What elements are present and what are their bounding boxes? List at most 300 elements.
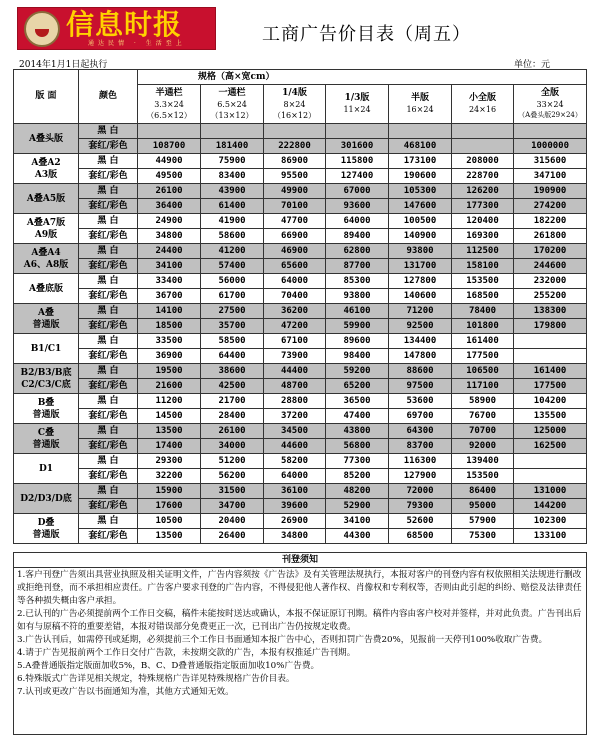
effective-date: 2014年1月1日起执行 xyxy=(19,60,108,70)
price-cell: 65200 xyxy=(326,379,389,394)
price-cell: 92500 xyxy=(389,319,452,334)
color-type-cell: 套红/彩色 xyxy=(79,229,138,244)
price-cell: 140900 xyxy=(389,229,452,244)
size-name: 1/4版 xyxy=(282,87,307,98)
table-row xyxy=(14,349,587,364)
price-cell: 65600 xyxy=(264,259,326,274)
price-cell: 170200 xyxy=(514,244,587,259)
price-cell: 169300 xyxy=(452,229,514,244)
price-cell: 36500 xyxy=(326,394,389,409)
price-cell: 138300 xyxy=(514,304,587,319)
table-row xyxy=(14,244,587,259)
lion-icon xyxy=(24,11,60,47)
price-cell: 37200 xyxy=(264,409,326,424)
edition-name: B叠 xyxy=(37,397,55,408)
color-type-cell: 黑 白 xyxy=(79,244,138,259)
edition-name-line2: 普通版 xyxy=(32,409,60,420)
table-row xyxy=(14,274,587,289)
table-row xyxy=(14,484,587,499)
price-cell: 190900 xyxy=(514,184,587,199)
price-cell: 32200 xyxy=(138,469,201,484)
price-cell: 44300 xyxy=(326,529,389,544)
price-cell: 64000 xyxy=(264,274,326,289)
price-cell: 179800 xyxy=(514,319,587,334)
price-cell: 70100 xyxy=(264,199,326,214)
price-cell: 47400 xyxy=(326,409,389,424)
logo-name: 信息时报 xyxy=(66,8,183,41)
edition-name: A叠头版 xyxy=(29,133,63,144)
price-cell: 83400 xyxy=(201,169,264,184)
edition-name: A叠 xyxy=(38,307,54,318)
edition-cell xyxy=(14,274,79,304)
size-name: 半版 xyxy=(410,93,429,103)
price-cell: 26100 xyxy=(138,184,201,199)
price-cell: 162500 xyxy=(514,439,587,454)
price-cell xyxy=(138,124,201,139)
size-alt-dimension: （A叠头版29×24） xyxy=(518,110,582,119)
price-cell: 87700 xyxy=(326,259,389,274)
price-cell: 177500 xyxy=(452,349,514,364)
price-cell: 51200 xyxy=(201,454,264,469)
color-type-cell: 套红/彩色 xyxy=(79,439,138,454)
price-cell: 36400 xyxy=(138,199,201,214)
color-type-cell: 黑 白 xyxy=(79,214,138,229)
price-cell: 61400 xyxy=(201,199,264,214)
price-cell: 86900 xyxy=(264,154,326,169)
price-cell: 73900 xyxy=(264,349,326,364)
size-dimension: 6.5×24 xyxy=(217,99,247,109)
price-cell: 35700 xyxy=(201,319,264,334)
price-cell xyxy=(326,124,389,139)
price-cell: 17600 xyxy=(138,499,201,514)
table-row xyxy=(14,469,587,484)
price-cell: 13500 xyxy=(138,529,201,544)
price-cell: 147600 xyxy=(389,199,452,214)
price-cell: 77300 xyxy=(326,454,389,469)
price-cell: 49900 xyxy=(264,184,326,199)
edition-cell xyxy=(14,514,79,544)
price-cell: 153500 xyxy=(452,274,514,289)
price-cell: 64000 xyxy=(326,214,389,229)
price-cell: 190600 xyxy=(389,169,452,184)
price-cell: 58500 xyxy=(201,334,264,349)
price-cell: 53600 xyxy=(389,394,452,409)
price-cell: 43900 xyxy=(201,184,264,199)
price-cell: 232000 xyxy=(514,274,587,289)
price-cell: 33400 xyxy=(138,274,201,289)
edition-cell xyxy=(14,154,79,184)
price-cell: 83700 xyxy=(389,439,452,454)
edition-cell xyxy=(14,454,79,484)
table-row xyxy=(14,319,587,334)
price-cell: 33500 xyxy=(138,334,201,349)
price-cell: 255200 xyxy=(514,289,587,304)
price-cell: 26100 xyxy=(201,424,264,439)
price-cell: 177500 xyxy=(514,379,587,394)
price-cell: 125000 xyxy=(514,424,587,439)
edition-name-line2: 普通版 xyxy=(32,529,60,540)
note-item: 3.广告认刊后，如需停刊或延期，必须提前三个工作日书面通知本报广告中心，否则扣罚广告费20%，见报前一天停刊100%收取广告费。 xyxy=(17,635,548,645)
price-cell: 126200 xyxy=(452,184,514,199)
table-row xyxy=(14,184,587,199)
table-row xyxy=(14,214,587,229)
table-row xyxy=(14,154,587,169)
price-cell xyxy=(452,139,514,154)
table-row xyxy=(14,529,587,544)
price-cell: 168500 xyxy=(452,289,514,304)
color-type-cell: 黑 白 xyxy=(79,394,138,409)
page-title: 工商广告价目表（周五） xyxy=(262,24,471,45)
price-cell: 27500 xyxy=(201,304,264,319)
price-cell: 34500 xyxy=(264,424,326,439)
price-cell: 115800 xyxy=(326,154,389,169)
table-row xyxy=(14,229,587,244)
edition-name: C叠 xyxy=(37,427,55,438)
price-cell: 100500 xyxy=(389,214,452,229)
price-cell: 140600 xyxy=(389,289,452,304)
table-row xyxy=(14,124,587,139)
price-cell xyxy=(452,124,514,139)
price-cell: 46100 xyxy=(326,304,389,319)
size-dimension: 8×24 xyxy=(283,99,306,109)
price-cell: 85300 xyxy=(326,274,389,289)
price-cell: 49500 xyxy=(138,169,201,184)
price-cell: 68500 xyxy=(389,529,452,544)
price-cell: 104200 xyxy=(514,394,587,409)
price-cell: 24400 xyxy=(138,244,201,259)
edition-name: D1 xyxy=(38,463,54,474)
logo-slogan: 通达民情 · 生活至上 xyxy=(88,40,186,47)
header-size xyxy=(389,85,452,124)
price-cell: 120400 xyxy=(452,214,514,229)
price-cell: 56800 xyxy=(326,439,389,454)
price-cell xyxy=(389,124,452,139)
price-cell xyxy=(514,334,587,349)
price-cell: 20400 xyxy=(201,514,264,529)
price-cell: 56000 xyxy=(201,274,264,289)
price-cell: 95000 xyxy=(452,499,514,514)
color-type-cell: 黑 白 xyxy=(79,124,138,139)
price-cell: 34800 xyxy=(138,229,201,244)
size-dimension: 33×24 xyxy=(536,99,564,109)
edition-name: D叠 xyxy=(37,517,55,528)
note-item: 1.客户刊登广告须出具营业执照及相关证明文件，广告内容须按《广告法》及有关管理法规执行，本报对客户的刊登内容有权依照相关法规进行删改或拒绝刊登，而不承担相应责任。广告客户要求刊登的广告内容，不得侵犯他人著作权、肖像权和专利权等，否则由此引起的纠纷、赔偿及法律责任等各种损失概由客户承担。 xyxy=(17,570,582,606)
price-cell: 48700 xyxy=(264,379,326,394)
price-cell: 64400 xyxy=(201,349,264,364)
color-type-cell: 套红/彩色 xyxy=(79,259,138,274)
price-cell: 64300 xyxy=(389,424,452,439)
table-row xyxy=(14,499,587,514)
table-row xyxy=(14,304,587,319)
edition-cell xyxy=(14,244,79,274)
color-type-cell: 黑 白 xyxy=(79,184,138,199)
price-cell: 127800 xyxy=(389,274,452,289)
price-cell: 34700 xyxy=(201,499,264,514)
color-type-cell: 套红/彩色 xyxy=(79,139,138,154)
price-cell: 31500 xyxy=(201,484,264,499)
price-cell: 86400 xyxy=(452,484,514,499)
color-type-cell: 套红/彩色 xyxy=(79,319,138,334)
price-cell: 133100 xyxy=(514,529,587,544)
price-cell: 57900 xyxy=(452,514,514,529)
edition-cell xyxy=(14,214,79,244)
price-cell: 134400 xyxy=(389,334,452,349)
header-size xyxy=(201,85,264,124)
price-cell: 315600 xyxy=(514,154,587,169)
price-cell: 108700 xyxy=(138,139,201,154)
color-type-cell: 黑 白 xyxy=(79,484,138,499)
price-cell: 88600 xyxy=(389,364,452,379)
price-cell: 19500 xyxy=(138,364,201,379)
price-cell: 14100 xyxy=(138,304,201,319)
price-cell: 75900 xyxy=(201,154,264,169)
edition-cell xyxy=(14,304,79,334)
price-cell: 69700 xyxy=(389,409,452,424)
unit-label: 单位：元 xyxy=(514,60,551,70)
table-row xyxy=(14,454,587,469)
price-cell: 48200 xyxy=(326,484,389,499)
edition-cell xyxy=(14,424,79,454)
price-cell xyxy=(201,124,264,139)
edition-cell xyxy=(14,124,79,154)
note-item: 4.请于广告见报前两个工作日交付广告款，未按期交款的广告，本报有权推延广告刊期。 xyxy=(17,648,356,658)
size-dimension: 3.3×24 xyxy=(154,99,184,109)
note-item: 6.特殊版式广告详见相关规定，特殊规格广告详见特殊规格广告价目表。 xyxy=(17,674,295,684)
price-cell: 58600 xyxy=(201,229,264,244)
price-cell: 43800 xyxy=(326,424,389,439)
color-type-cell: 套红/彩色 xyxy=(79,469,138,484)
header-size xyxy=(326,85,389,124)
edition-name-line2: A9版 xyxy=(34,229,58,240)
price-table xyxy=(13,69,587,544)
price-cell xyxy=(264,124,326,139)
notes-box xyxy=(13,552,587,735)
header-size xyxy=(514,85,587,124)
color-type-cell: 套红/彩色 xyxy=(79,349,138,364)
color-type-cell: 黑 白 xyxy=(79,334,138,349)
price-cell: 261800 xyxy=(514,229,587,244)
header-size xyxy=(452,85,514,124)
price-cell xyxy=(514,454,587,469)
table-row xyxy=(14,379,587,394)
edition-cell xyxy=(14,184,79,214)
edition-name: A叠A4 xyxy=(31,247,61,258)
price-cell: 93800 xyxy=(389,244,452,259)
price-cell: 21600 xyxy=(138,379,201,394)
size-name: 1/3版 xyxy=(344,93,370,103)
table-row xyxy=(14,424,587,439)
price-cell: 44600 xyxy=(264,439,326,454)
color-type-cell: 黑 白 xyxy=(79,274,138,289)
price-cell: 62800 xyxy=(326,244,389,259)
price-cell: 59900 xyxy=(326,319,389,334)
price-cell: 34800 xyxy=(264,529,326,544)
notes-body xyxy=(14,568,586,700)
edition-name: A叠A2 xyxy=(31,157,61,168)
price-cell: 78400 xyxy=(452,304,514,319)
color-type-cell: 黑 白 xyxy=(79,514,138,529)
price-cell: 17400 xyxy=(138,439,201,454)
table-row xyxy=(14,199,587,214)
price-cell: 64000 xyxy=(264,469,326,484)
price-cell: 52600 xyxy=(389,514,452,529)
price-cell: 89400 xyxy=(326,229,389,244)
price-cell: 161400 xyxy=(514,364,587,379)
price-cell: 66900 xyxy=(264,229,326,244)
price-cell: 95500 xyxy=(264,169,326,184)
price-cell: 10500 xyxy=(138,514,201,529)
color-type-cell: 套红/彩色 xyxy=(79,409,138,424)
table-row xyxy=(14,259,587,274)
edition-name: A叠A5版 xyxy=(26,193,66,204)
header-size xyxy=(138,85,201,124)
color-type-cell: 黑 白 xyxy=(79,304,138,319)
price-cell: 75300 xyxy=(452,529,514,544)
edition-name: B2/B3/B底 xyxy=(20,367,72,378)
price-cell: 52900 xyxy=(326,499,389,514)
price-cell: 93600 xyxy=(326,199,389,214)
size-name: 小全版 xyxy=(468,93,496,103)
color-type-cell: 黑 白 xyxy=(79,424,138,439)
price-cell: 173100 xyxy=(389,154,452,169)
price-cell: 28400 xyxy=(201,409,264,424)
price-cell: 41900 xyxy=(201,214,264,229)
price-cell: 36700 xyxy=(138,289,201,304)
edition-name: B1/C1 xyxy=(30,343,62,354)
price-cell: 102300 xyxy=(514,514,587,529)
price-cell: 76700 xyxy=(452,409,514,424)
edition-name: A叠底版 xyxy=(29,283,63,294)
newspaper-logo xyxy=(17,7,216,50)
header-size xyxy=(264,85,326,124)
price-cell: 13500 xyxy=(138,424,201,439)
price-cell: 208000 xyxy=(452,154,514,169)
price-cell: 46900 xyxy=(264,244,326,259)
price-cell: 106500 xyxy=(452,364,514,379)
price-cell: 147800 xyxy=(389,349,452,364)
price-cell: 28800 xyxy=(264,394,326,409)
price-cell xyxy=(514,124,587,139)
note-item: 2.已认刊的广告必须提前两个工作日交稿，稿件未能按时送达或确认，本报不保证原订刊期。稿件内容由客户校对并签样，并对此负责。广告刊出后如有与原稿不符的重要差错，本报对错误部分免费更正一次，已刊出广告仍按规定收费。 xyxy=(17,609,582,632)
table-row xyxy=(14,364,587,379)
color-type-cell: 套红/彩色 xyxy=(79,499,138,514)
price-cell: 70700 xyxy=(452,424,514,439)
edition-cell xyxy=(14,484,79,514)
price-cell: 347100 xyxy=(514,169,587,184)
price-cell: 93800 xyxy=(326,289,389,304)
price-cell: 144200 xyxy=(514,499,587,514)
price-cell: 131700 xyxy=(389,259,452,274)
price-cell: 47700 xyxy=(264,214,326,229)
price-cell: 44400 xyxy=(264,364,326,379)
price-cell: 42500 xyxy=(201,379,264,394)
edition-name-line2: A6、A8版 xyxy=(23,259,69,270)
price-cell: 29300 xyxy=(138,454,201,469)
price-cell: 71200 xyxy=(389,304,452,319)
price-cell: 34000 xyxy=(201,439,264,454)
size-name: 半通栏 xyxy=(155,87,183,98)
price-cell: 127400 xyxy=(326,169,389,184)
price-cell: 56200 xyxy=(201,469,264,484)
size-alt-dimension: （13×12） xyxy=(210,110,254,120)
price-cell: 59200 xyxy=(326,364,389,379)
size-alt-dimension: （16×12） xyxy=(272,110,317,120)
edition-name-line2: C2/C3/C底 xyxy=(21,379,71,390)
table-row xyxy=(14,394,587,409)
price-cell: 139400 xyxy=(452,454,514,469)
price-cell: 301600 xyxy=(326,139,389,154)
price-cell: 131000 xyxy=(514,484,587,499)
price-cell: 222800 xyxy=(264,139,326,154)
price-cell: 58200 xyxy=(264,454,326,469)
price-cell: 70400 xyxy=(264,289,326,304)
price-cell: 47200 xyxy=(264,319,326,334)
price-cell: 61700 xyxy=(201,289,264,304)
price-cell: 468100 xyxy=(389,139,452,154)
table-row xyxy=(14,289,587,304)
price-cell: 116300 xyxy=(389,454,452,469)
edition-cell xyxy=(14,364,79,394)
price-cell: 15900 xyxy=(138,484,201,499)
notes-title: 刊登须知 xyxy=(14,553,586,568)
edition-name-line2: 普通版 xyxy=(32,439,60,450)
edition-name: D2/D3/D底 xyxy=(20,493,72,504)
price-cell: 38600 xyxy=(201,364,264,379)
price-cell: 24900 xyxy=(138,214,201,229)
price-cell: 161400 xyxy=(452,334,514,349)
price-cell: 36200 xyxy=(264,304,326,319)
price-cell: 34100 xyxy=(138,259,201,274)
color-type-cell: 黑 白 xyxy=(79,454,138,469)
price-cell: 135500 xyxy=(514,409,587,424)
price-cell: 101800 xyxy=(452,319,514,334)
header-spec: 规格（高×宽cm） xyxy=(138,70,587,85)
size-alt-dimension: （6.5×12） xyxy=(146,110,192,120)
price-cell: 57400 xyxy=(201,259,264,274)
price-cell: 67100 xyxy=(264,334,326,349)
color-type-cell: 套红/彩色 xyxy=(79,289,138,304)
table-row xyxy=(14,139,587,154)
table-row xyxy=(14,514,587,529)
header-color: 颜色 xyxy=(79,70,138,124)
color-type-cell: 套红/彩色 xyxy=(79,169,138,184)
price-cell: 182200 xyxy=(514,214,587,229)
edition-name-line2: A3版 xyxy=(34,169,58,180)
price-cell: 92000 xyxy=(452,439,514,454)
edition-name: A叠A7版 xyxy=(26,217,66,228)
note-item: 5.A叠普通版指定版面加收5%，B、C、D叠普通版指定版面加收10%广告费。 xyxy=(17,661,320,671)
size-name: 全版 xyxy=(541,87,560,98)
price-cell: 127900 xyxy=(389,469,452,484)
price-cell: 274200 xyxy=(514,199,587,214)
price-cell: 228700 xyxy=(452,169,514,184)
price-cell: 39600 xyxy=(264,499,326,514)
price-cell: 98400 xyxy=(326,349,389,364)
price-cell: 72000 xyxy=(389,484,452,499)
price-cell: 105300 xyxy=(389,184,452,199)
color-type-cell: 黑 白 xyxy=(79,364,138,379)
color-type-cell: 套红/彩色 xyxy=(79,379,138,394)
price-cell: 181400 xyxy=(201,139,264,154)
edition-name-line2: 普通版 xyxy=(32,319,60,330)
price-cell: 14500 xyxy=(138,409,201,424)
table-row xyxy=(14,409,587,424)
price-cell: 44900 xyxy=(138,154,201,169)
price-cell: 26900 xyxy=(264,514,326,529)
table-row xyxy=(14,334,587,349)
price-cell: 34100 xyxy=(326,514,389,529)
table-row xyxy=(14,439,587,454)
